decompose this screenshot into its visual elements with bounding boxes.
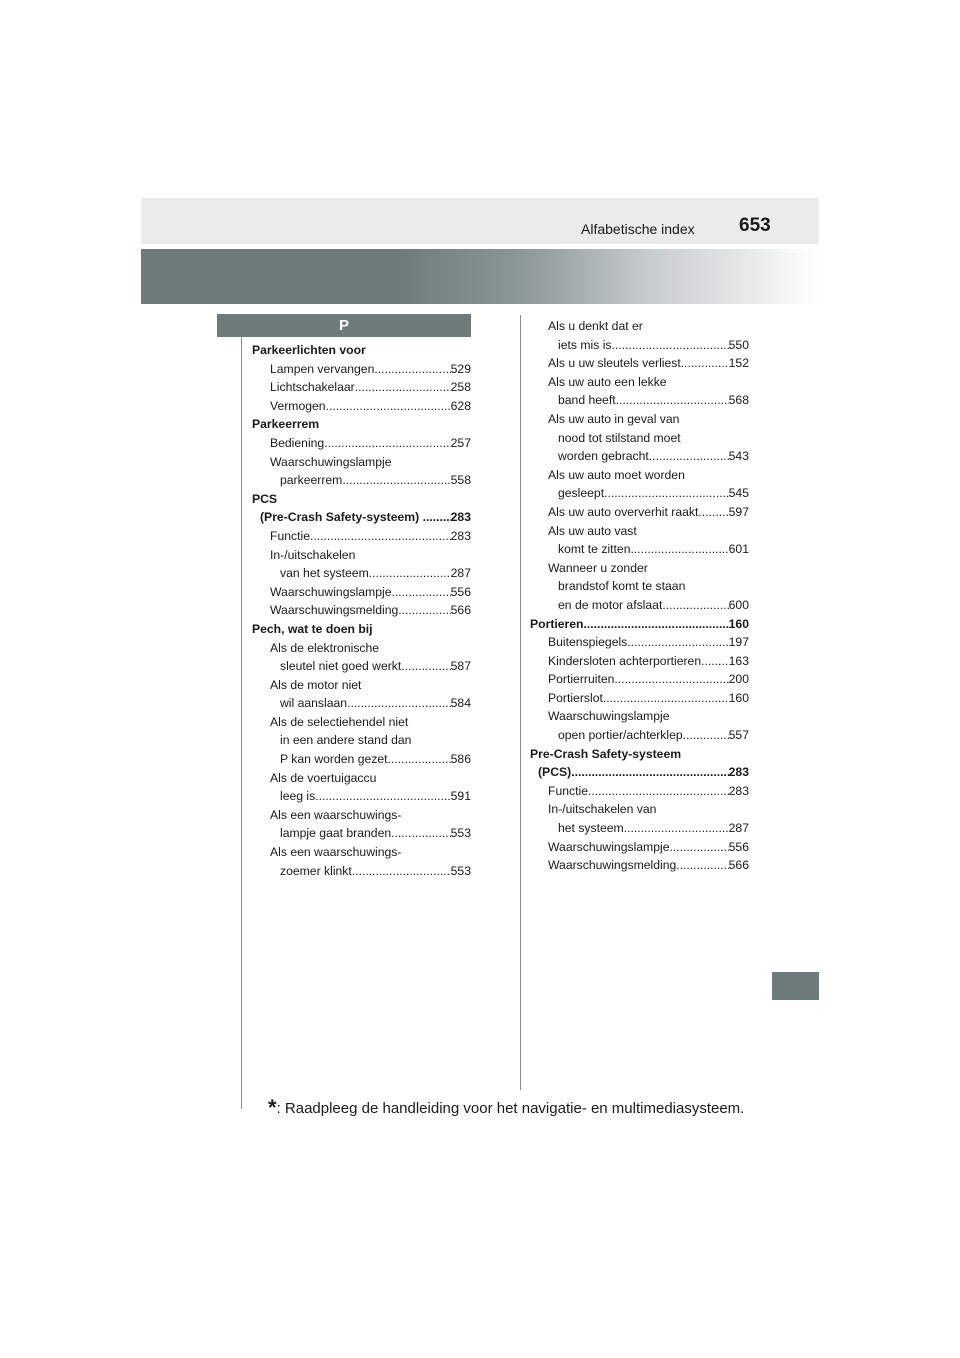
index-entry-text: gesleept xyxy=(558,486,605,501)
index-entry-text: P kan worden gezet xyxy=(280,752,388,767)
index-entry xyxy=(530,838,749,857)
index-entry xyxy=(530,373,749,392)
index-entry xyxy=(252,824,471,843)
index-entry-page: 545 xyxy=(728,486,749,501)
index-entry xyxy=(530,540,749,559)
index-entry xyxy=(252,676,471,695)
index-entry-page: 283 xyxy=(450,510,471,525)
index-entry-text: Als de motor niet xyxy=(270,677,362,692)
index-entry xyxy=(252,843,471,862)
chapter-tab xyxy=(772,972,819,1000)
index-entry-page: 591 xyxy=(450,789,471,804)
index-entry-text: Als een waarschuwings- xyxy=(270,845,402,860)
index-entry xyxy=(530,596,749,615)
index-entry xyxy=(252,546,471,565)
dot-leader xyxy=(324,434,450,453)
index-entry-text: Als uw auto oververhit raakt xyxy=(548,504,699,519)
index-entry xyxy=(530,800,749,819)
index-entry-text: Portieren xyxy=(530,616,584,631)
index-entry xyxy=(252,527,471,546)
dot-leader xyxy=(698,503,728,522)
index-entry-text: Parkeerlichten voor xyxy=(252,343,366,357)
index-entry-text: het systeem xyxy=(558,821,624,836)
index-entry-text: en de motor afslaat xyxy=(558,597,663,612)
index-entry-page: 566 xyxy=(728,858,749,873)
index-entry xyxy=(252,769,471,788)
dot-leader xyxy=(630,540,728,559)
index-entry-page: 287 xyxy=(450,566,471,581)
index-entry-page: 529 xyxy=(450,361,471,376)
index-entry-text: van het systeem xyxy=(280,566,369,581)
index-entry-text: Lichtschakelaar xyxy=(270,380,355,395)
index-entry xyxy=(530,466,749,485)
dot-leader xyxy=(326,397,451,416)
index-entry-page: 163 xyxy=(728,653,749,668)
index-entry xyxy=(530,615,749,634)
dot-leader xyxy=(627,633,728,652)
index-entry xyxy=(252,806,471,825)
index-entry-page: 550 xyxy=(728,337,749,352)
index-entry-text: zoemer klinkt xyxy=(280,863,352,878)
index-entry xyxy=(530,559,749,578)
footnote-text: : Raadpleeg de handleiding voor het navigatie- en multimediasysteem. xyxy=(276,1100,745,1117)
index-entry xyxy=(530,856,749,875)
dot-leader xyxy=(310,527,451,546)
index-entry-text: Lampen vervangen xyxy=(270,361,375,376)
index-entry-page: 287 xyxy=(728,821,749,836)
index-entry xyxy=(252,360,471,379)
index-entry xyxy=(530,503,749,522)
dot-leader xyxy=(683,726,729,745)
dot-leader xyxy=(701,652,729,671)
dot-leader xyxy=(669,838,728,857)
dot-leader xyxy=(388,750,451,769)
index-entry-page: 200 xyxy=(728,672,749,687)
index-entry-page: 283 xyxy=(728,765,749,780)
footnote-marker: * xyxy=(268,1095,277,1120)
index-entry-text: Waarschuwingslampje xyxy=(270,454,392,469)
index-entry-page: 628 xyxy=(450,398,471,413)
index-entry xyxy=(252,341,471,360)
index-entry-page: 558 xyxy=(450,473,471,488)
index-entry-text: (Pre-Crash Safety-systeem) . xyxy=(260,510,426,525)
index-entry xyxy=(530,652,749,671)
index-column-left xyxy=(252,341,471,880)
index-entry-page: 543 xyxy=(728,449,749,464)
index-entry xyxy=(252,583,471,602)
index-entry xyxy=(252,601,471,620)
index-entry-text: Functie xyxy=(270,528,310,543)
index-entry xyxy=(530,726,749,745)
index-entry-page: 283 xyxy=(728,783,749,798)
index-entry-text: worden gebracht xyxy=(558,449,649,464)
page-number: 653 xyxy=(739,215,771,236)
index-entry xyxy=(252,657,471,676)
dot-leader xyxy=(352,862,451,881)
index-entry xyxy=(530,763,749,782)
index-entry-page: 553 xyxy=(450,863,471,878)
index-entry xyxy=(530,633,749,652)
left-rule xyxy=(241,337,242,1109)
index-column-right xyxy=(530,317,749,875)
index-entry-page: 597 xyxy=(728,504,749,519)
index-entry xyxy=(530,354,749,373)
index-entry xyxy=(252,713,471,732)
dot-leader xyxy=(662,596,728,615)
index-entry-text: Als de voertuigaccu xyxy=(270,770,377,785)
index-entry-page: 556 xyxy=(450,584,471,599)
dot-leader xyxy=(426,508,451,527)
index-entry-page: 283 xyxy=(450,528,471,543)
index-entry-text: Als uw auto een lekke xyxy=(548,374,667,389)
index-entry xyxy=(252,694,471,713)
index-entry-text: In-/uitschakelen van xyxy=(548,802,657,817)
dot-leader xyxy=(401,657,450,676)
dot-leader xyxy=(374,360,450,379)
index-entry-text: Vermogen xyxy=(270,398,326,413)
dot-leader xyxy=(588,782,729,801)
dot-leader xyxy=(391,583,450,602)
index-entry-text: parkeerrem xyxy=(280,473,343,488)
index-entry-page: 600 xyxy=(728,597,749,612)
dot-leader xyxy=(369,564,451,583)
index-entry xyxy=(530,670,749,689)
index-entry-page: 556 xyxy=(728,839,749,854)
section-title: Alfabetische index xyxy=(581,221,695,237)
index-entry-text: open portier/achterklep xyxy=(558,728,683,743)
footnote xyxy=(268,1095,744,1121)
index-entry xyxy=(252,490,471,509)
dot-leader xyxy=(571,763,728,782)
index-entry-text: Als uw auto vast xyxy=(548,523,637,538)
index-entry-text: leeg is xyxy=(280,789,316,804)
index-entry-text: Als de elektronische xyxy=(270,640,380,655)
dot-leader xyxy=(649,447,729,466)
index-entry xyxy=(252,453,471,472)
dot-leader xyxy=(614,670,728,689)
index-entry-text: Als u denkt dat er xyxy=(548,319,643,333)
dot-leader xyxy=(681,354,729,373)
index-entry xyxy=(530,745,749,764)
index-entry xyxy=(530,391,749,410)
dot-leader xyxy=(612,336,729,355)
dot-leader xyxy=(398,601,450,620)
index-entry-text: PCS xyxy=(252,491,278,506)
index-entry-page: 257 xyxy=(450,435,471,450)
index-entry-page: 160 xyxy=(728,616,749,631)
index-entry-page: 601 xyxy=(728,542,749,557)
dot-leader xyxy=(676,856,728,875)
index-entry-text: In-/uitschakelen xyxy=(270,547,356,562)
index-entry-text: Portierslot xyxy=(548,690,603,705)
index-entry-text: Pech, wat te doen bij xyxy=(252,621,373,636)
index-entry xyxy=(530,336,749,355)
index-entry xyxy=(252,620,471,639)
index-entry-text: in een andere stand dan xyxy=(280,733,412,748)
dot-leader xyxy=(342,471,450,490)
index-entry xyxy=(252,471,471,490)
dot-leader xyxy=(391,824,451,843)
index-entry-page: 584 xyxy=(450,696,471,711)
index-entry xyxy=(252,397,471,416)
index-entry xyxy=(252,639,471,658)
index-entry xyxy=(252,862,471,881)
index-entry-text: brandstof komt te staan xyxy=(558,579,686,594)
index-entry xyxy=(530,410,749,429)
index-entry xyxy=(530,447,749,466)
index-entry xyxy=(530,689,749,708)
index-entry xyxy=(530,577,749,596)
index-entry-text: Functie xyxy=(548,783,588,798)
index-entry-text: Portierruiten xyxy=(548,672,615,687)
dot-leader xyxy=(616,391,729,410)
index-entry-text: Buitenspiegels xyxy=(548,635,628,650)
index-entry xyxy=(530,707,749,726)
dot-leader xyxy=(347,694,451,713)
index-entry-page: 568 xyxy=(728,393,749,408)
index-entry xyxy=(252,750,471,769)
index-entry-text: Wanneer u zonder xyxy=(548,560,648,575)
index-entry-text: Als een waarschuwings- xyxy=(270,807,402,822)
index-entry xyxy=(530,522,749,541)
index-entry-text: sleutel niet goed werkt xyxy=(280,659,402,674)
index-entry-text: lampje gaat branden xyxy=(280,826,392,841)
index-entry-text: wil aanslaan xyxy=(280,696,348,711)
index-entry xyxy=(252,787,471,806)
dot-leader xyxy=(584,615,729,634)
index-entry xyxy=(252,731,471,750)
index-entry xyxy=(530,429,749,448)
index-entry-text: iets mis is xyxy=(558,337,612,352)
index-entry xyxy=(252,434,471,453)
index-entry xyxy=(252,415,471,434)
index-entry xyxy=(530,484,749,503)
index-entry xyxy=(252,508,471,527)
dot-leader xyxy=(315,787,450,806)
index-entry-text: band heeft xyxy=(558,393,616,408)
index-entry xyxy=(530,819,749,838)
index-entry-text: Als de selectiehendel niet xyxy=(270,714,409,729)
index-entry-page: 553 xyxy=(450,826,471,841)
index-entry-text: Bediening xyxy=(270,435,325,450)
index-entry-page: 586 xyxy=(450,752,471,767)
index-entry-text: (PCS) xyxy=(538,765,572,780)
index-entry-page: 197 xyxy=(728,635,749,650)
index-entry-text: Waarschuwingslampje xyxy=(548,839,670,854)
dot-leader xyxy=(604,484,729,503)
index-entry-page: 152 xyxy=(728,356,749,371)
index-entry xyxy=(252,378,471,397)
index-entry-page: 258 xyxy=(450,380,471,395)
index-entry xyxy=(252,564,471,583)
index-entry-text: Kindersloten achterportieren xyxy=(548,653,702,668)
index-entry-page: 566 xyxy=(450,603,471,618)
index-entry-text: Als uw auto moet worden xyxy=(548,467,685,482)
decorative-gradient-band xyxy=(141,249,819,304)
index-entry-page: 557 xyxy=(728,728,749,743)
index-entry-page: 587 xyxy=(450,659,471,674)
header-band xyxy=(141,198,819,244)
index-entry xyxy=(530,782,749,801)
index-entry-text: Waarschuwingsmelding xyxy=(270,603,399,618)
index-entry-text: Als uw auto in geval van xyxy=(548,411,680,426)
index-entry-text: Waarschuwingslampje xyxy=(270,584,392,599)
dot-leader xyxy=(624,819,729,838)
index-letter-heading: P xyxy=(217,314,471,337)
index-entry-page: 160 xyxy=(728,690,749,705)
index-entry-text: Waarschuwingslampje xyxy=(548,709,670,724)
index-entry-text: Waarschuwingsmelding xyxy=(548,858,677,873)
index-entry-text: Parkeerrem xyxy=(252,417,320,432)
dot-leader xyxy=(355,378,451,397)
index-entry xyxy=(530,317,749,336)
index-entry-text: nood tot stilstand moet xyxy=(558,430,681,445)
dot-leader xyxy=(603,689,729,708)
index-entry-text: Pre-Crash Safety-systeem xyxy=(530,746,682,761)
column-divider xyxy=(520,315,521,1090)
index-entry-text: Als u uw sleutels verliest xyxy=(548,356,681,371)
index-entry-text: komt te zitten xyxy=(558,542,631,557)
